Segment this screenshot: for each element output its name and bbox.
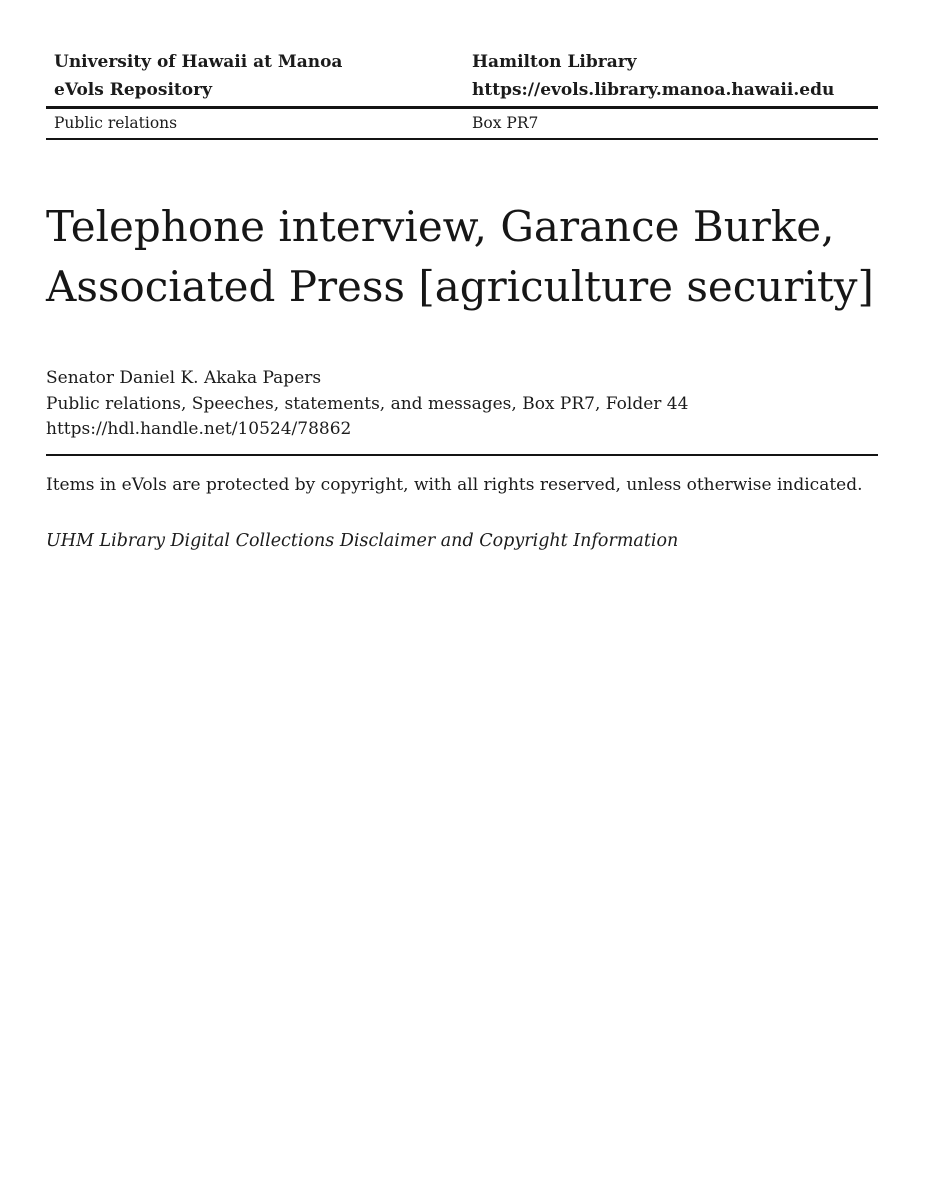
handle-url-link[interactable]: https://hdl.handle.net/10524/78862 bbox=[46, 419, 352, 439]
document-title: Telephone interview, Garance Burke, Associated Press [agriculture security] bbox=[46, 202, 874, 311]
box-label: Box PR7 bbox=[472, 114, 539, 132]
collection-name: Senator Daniel K. Akaka Papers bbox=[46, 368, 322, 388]
copyright-notice: Items in eVols are protected by copyright, with all rights reserved, unless otherwise indicated. bbox=[46, 474, 863, 495]
repository-url: https://evols.library.manoa.hawaii.edu bbox=[472, 80, 835, 100]
header-left-column bbox=[46, 48, 464, 104]
library-name: Hamilton Library bbox=[472, 52, 637, 72]
institution-name: University of Hawaii at Manoa bbox=[54, 52, 343, 72]
document-location: Public relations, Speeches, statements, and messages, Box PR7, Folder 44 bbox=[46, 393, 689, 414]
collection-label: Public relations bbox=[54, 114, 178, 132]
divider-rule bbox=[46, 454, 878, 456]
document-metadata bbox=[46, 366, 878, 443]
disclaimer-link[interactable]: UHM Library Digital Collections Disclaimer and Copyright Information bbox=[46, 530, 679, 551]
page-header bbox=[46, 48, 878, 140]
repository-name: eVols Repository bbox=[54, 80, 212, 100]
header-right-column bbox=[464, 48, 878, 104]
header-main-row bbox=[46, 48, 878, 109]
header-sub-row bbox=[46, 109, 878, 140]
